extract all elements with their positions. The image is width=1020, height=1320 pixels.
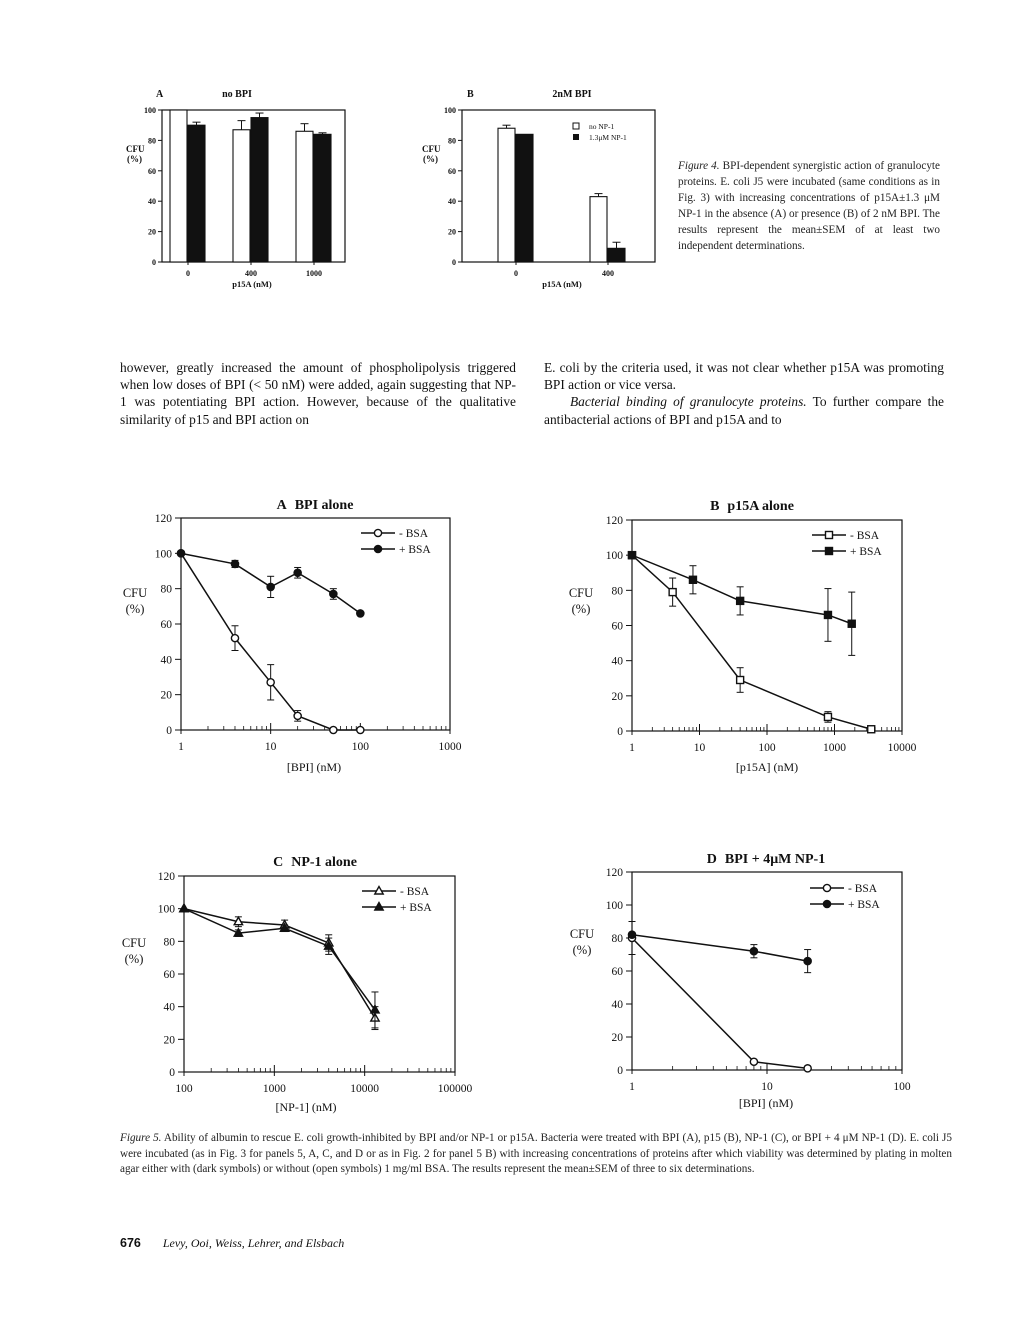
f5d-data-point bbox=[750, 1058, 757, 1065]
f4b-xtick-label: 400 bbox=[602, 269, 614, 278]
f5c-ytick-label: 60 bbox=[163, 969, 175, 981]
f5b-xtick-label: 100 bbox=[758, 742, 776, 754]
fig4b-letter: B bbox=[467, 89, 474, 100]
f5c-ytick-label: 0 bbox=[169, 1067, 175, 1079]
body-left-column: however, greatly increased the amount of phospholipolysis triggered when low doses of BPI (< 50 nM) were added, again suggesting that NP-1 was potentiating BPI action. However, because of the qualitative similarity of p15 and BPI action on bbox=[120, 360, 516, 427]
f4b-ytick-label: 100 bbox=[444, 106, 456, 115]
fig5d-title: D BPI + 4μM NP-1 bbox=[706, 852, 826, 867]
fig5c-plot bbox=[158, 871, 473, 1095]
fig5-panel-b bbox=[569, 499, 917, 774]
f5c-xtick-label: 10000 bbox=[350, 1083, 380, 1095]
f5b-data-point bbox=[848, 620, 855, 627]
f5b-series-line bbox=[632, 555, 852, 624]
fig5b-ylabel: CFU bbox=[568, 586, 594, 600]
f5b-xtick-label: 1000 bbox=[823, 742, 846, 754]
figure-5-caption bbox=[120, 1131, 952, 1178]
fig4a-title: no BPI bbox=[222, 89, 252, 100]
f5a-ytick-label: 40 bbox=[160, 654, 172, 667]
f4a-ytick-label: 40 bbox=[148, 197, 156, 207]
page-footer bbox=[120, 1236, 344, 1251]
f5a-data-point bbox=[231, 635, 238, 642]
f5d-ytick-label: 60 bbox=[611, 966, 623, 978]
f5c-ytick-label: 80 bbox=[163, 936, 175, 949]
f5b-ytick-label: 40 bbox=[611, 655, 623, 668]
fig5b-title: B p15A alone bbox=[710, 499, 794, 514]
f5a-xtick-label: 100 bbox=[351, 741, 369, 753]
f5b-ytick-label: 0 bbox=[617, 726, 623, 738]
f5c-xtick-label: 100000 bbox=[437, 1083, 473, 1095]
fig4a-ylabel: CFU bbox=[126, 144, 145, 154]
fig4b-legend-solid-label: 1.3μM NP-1 bbox=[589, 133, 627, 142]
f5b-legend-marker bbox=[826, 548, 833, 555]
f5b-data-point bbox=[669, 589, 676, 596]
f5c-legend-label: + BSA bbox=[400, 902, 432, 914]
f5a-ytick-label: 120 bbox=[154, 513, 172, 525]
f5a-ytick-label: 20 bbox=[160, 689, 172, 702]
fig4b-ylabel: CFU bbox=[422, 144, 441, 154]
fig5a-ylabel: CFU bbox=[122, 586, 148, 600]
f5d-xtick-label: 10 bbox=[761, 1081, 773, 1093]
fig5-caption-text: Ability of albumin to rescue E. coli growth-inhibited by BPI and/or NP-1 or p15A. Bacteria were treated with BPI (A), p15 (B), NP-1 (C), or BPI + 4 μM NP-1 (D). E. coli J5 were incubated (as in Fig. 3 for panels 5, A, C, and D or as in Fig. 2 for panel 5 B) with increasing concentrations of proteins after which viability was determined by plating in molten agar either with (dark symbols) or without (open symbols) 1 mg/ml BSA. The results represent the mean±SEM of three to six determinations. bbox=[120, 1132, 952, 1176]
fig5c-ylabel: CFU bbox=[121, 936, 147, 950]
fig5d-ylabel-unit: (%) bbox=[572, 943, 592, 957]
fig4b-xlabel: p15A (nM) bbox=[542, 279, 582, 289]
f5a-legend-marker bbox=[374, 529, 381, 536]
f5b-data-point bbox=[824, 611, 831, 618]
f5a-data-point bbox=[294, 712, 301, 719]
f5a-legend-label: + BSA bbox=[399, 544, 431, 556]
f5d-ytick-label: 20 bbox=[611, 1032, 623, 1044]
f5d-ytick-label: 0 bbox=[617, 1065, 623, 1077]
f5c-ytick-label: 40 bbox=[163, 1001, 175, 1014]
f5d-series-line bbox=[632, 938, 808, 1068]
f5a-xtick-label: 10 bbox=[264, 741, 277, 753]
f4a-xtick-label: 0 bbox=[186, 269, 190, 278]
f5d-data-point bbox=[804, 958, 811, 965]
page-number: 676 bbox=[120, 1236, 141, 1250]
f5a-ytick-label: 80 bbox=[160, 583, 172, 596]
fig4-caption-label: Figure 4. bbox=[678, 160, 720, 172]
f5a-legend-label: - BSA bbox=[399, 528, 429, 540]
f5c-ytick-label: 120 bbox=[157, 871, 175, 883]
f5b-ytick-label: 80 bbox=[611, 585, 623, 598]
fig4b-legend-open-label: no NP-1 bbox=[589, 122, 615, 131]
f5b-xtick-label: 10 bbox=[693, 742, 706, 754]
f5d-data-point bbox=[628, 931, 635, 938]
f5b-data-point bbox=[737, 677, 744, 684]
f4a-xtick-label: 400 bbox=[245, 269, 257, 278]
f4b-ytick-label: 40 bbox=[448, 197, 456, 207]
f5c-series-line bbox=[184, 909, 375, 1018]
f5b-data-point bbox=[629, 552, 636, 559]
fig5d-plot bbox=[606, 867, 911, 1093]
fig5d-xlabel: [BPI] (nM) bbox=[738, 1096, 794, 1110]
f5c-xtick-label: 1000 bbox=[262, 1083, 286, 1095]
f5b-ytick-label: 100 bbox=[605, 550, 623, 563]
fig5c-ylabel-unit: (%) bbox=[124, 952, 144, 966]
f4a-ytick-label: 0 bbox=[152, 258, 156, 267]
fig5b-plot bbox=[606, 515, 917, 754]
f4a-xtick-label: 1000 bbox=[306, 269, 322, 278]
fig4b-ylabel-unit: (%) bbox=[423, 154, 438, 164]
f4b-ytick-label: 0 bbox=[452, 258, 456, 267]
f5d-legend-label: + BSA bbox=[848, 899, 880, 911]
f5b-legend-marker bbox=[826, 532, 833, 539]
f5a-data-point bbox=[267, 583, 274, 590]
f5a-xtick-label: 1 bbox=[178, 741, 184, 753]
f4a-ytick-label: 100 bbox=[144, 106, 156, 115]
fig5c-xlabel: [NP-1] (nM) bbox=[275, 1100, 337, 1114]
f5b-xtick-label: 10000 bbox=[887, 742, 917, 754]
fig5-panel-d bbox=[570, 852, 911, 1110]
f5a-ytick-label: 100 bbox=[154, 548, 172, 561]
f5a-data-point bbox=[177, 550, 184, 557]
f5d-data-point bbox=[750, 948, 757, 955]
body-right-text-1: E. coli by the criteria used, it was not clear whether p15A was promoting BPI action or vice versa. bbox=[544, 360, 944, 393]
f5b-ytick-label: 20 bbox=[611, 690, 623, 703]
f4b-ytick-label: 20 bbox=[448, 227, 456, 237]
f5a-data-point bbox=[330, 726, 337, 733]
f4a-ytick-label: 80 bbox=[148, 136, 156, 146]
f5d-ytick-label: 80 bbox=[611, 933, 623, 945]
f5b-data-point bbox=[824, 713, 831, 720]
fig5a-xlabel: [BPI] (nM) bbox=[286, 760, 342, 774]
f5b-data-point bbox=[868, 726, 875, 733]
f5a-data-point bbox=[357, 610, 364, 617]
f5d-xtick-label: 100 bbox=[893, 1081, 911, 1093]
fig5c-title: C NP-1 alone bbox=[273, 855, 357, 870]
f5d-legend-marker bbox=[823, 900, 830, 907]
f5a-xtick-label: 1000 bbox=[438, 741, 462, 753]
fig4a-xlabel: p15A (nM) bbox=[232, 279, 272, 289]
f5d-data-point bbox=[804, 1065, 811, 1072]
f5a-data-point bbox=[294, 569, 301, 576]
f5a-data-point bbox=[231, 560, 238, 567]
f5b-legend-label: - BSA bbox=[850, 530, 880, 542]
f4b-xtick-label: 0 bbox=[514, 269, 518, 278]
fig5-panel-c bbox=[122, 855, 473, 1114]
f5b-data-point bbox=[689, 576, 696, 583]
fig5-panel-a bbox=[123, 498, 462, 774]
fig4-caption-text: BPI-dependent synergistic action of granulocyte proteins. E. coli J5 were incubated (same conditions as in Fig. 3) with increasing concentrations of p15A±1.3 μM NP-1 in the absence (A) or presence (B) of 2 nM BPI. The results represent the mean±SEM of at least two independent determinations. bbox=[678, 160, 940, 252]
f5c-series-line bbox=[184, 909, 375, 1010]
fig4a-ylabel-unit: (%) bbox=[127, 154, 142, 164]
f5a-data-point bbox=[330, 590, 337, 597]
fig5a-plot bbox=[155, 513, 462, 753]
f5d-legend-label: - BSA bbox=[848, 883, 878, 895]
fig5a-title: A BPI alone bbox=[276, 498, 354, 513]
running-authors: Levy, Ooi, Weiss, Lehrer, and Elsbach bbox=[162, 1236, 345, 1250]
f4a-ytick-label: 20 bbox=[148, 227, 156, 237]
f5b-series-line bbox=[632, 555, 871, 729]
fig5d-ylabel: CFU bbox=[569, 927, 595, 941]
f5c-legend-label: - BSA bbox=[400, 886, 430, 898]
section-heading-bacterial-binding: Bacterial binding of granulocyte proteins. bbox=[570, 394, 807, 410]
f5c-ytick-label: 100 bbox=[157, 903, 175, 916]
f5c-data-point bbox=[180, 904, 188, 912]
f5d-ytick-label: 40 bbox=[611, 999, 623, 1011]
body-right-text-2: To further compare the antibacterial actions of BPI and p15A and to bbox=[544, 394, 944, 427]
f5d-ytick-label: 100 bbox=[605, 900, 623, 912]
fig5b-xlabel: [p15A] (nM) bbox=[735, 760, 799, 774]
f5b-data-point bbox=[737, 597, 744, 604]
f5d-series-line bbox=[632, 935, 808, 961]
f5a-ytick-label: 60 bbox=[160, 619, 172, 631]
fig5b-ylabel-unit: (%) bbox=[571, 602, 591, 616]
fig4b-title: 2nM BPI bbox=[552, 89, 592, 100]
f5a-legend-marker bbox=[374, 545, 381, 552]
f5b-legend-label: + BSA bbox=[850, 546, 882, 558]
f5c-ytick-label: 20 bbox=[163, 1034, 175, 1047]
f5b-xtick-label: 1 bbox=[629, 742, 635, 754]
f4b-ytick-label: 60 bbox=[448, 166, 456, 176]
f5a-data-point bbox=[267, 679, 274, 686]
f5d-xtick-label: 1 bbox=[629, 1081, 635, 1093]
f5a-data-point bbox=[357, 726, 364, 733]
f4b-ytick-label: 80 bbox=[448, 136, 456, 146]
f5c-xtick-label: 100 bbox=[175, 1083, 193, 1095]
f5a-ytick-label: 0 bbox=[166, 725, 172, 737]
f4a-ytick-label: 60 bbox=[148, 166, 156, 176]
f5b-ytick-label: 60 bbox=[611, 620, 623, 633]
fig5-caption-label: Figure 5. bbox=[120, 1132, 162, 1144]
fig4a-letter: A bbox=[156, 89, 164, 100]
fig5a-ylabel-unit: (%) bbox=[125, 602, 145, 616]
f5d-ytick-label: 120 bbox=[605, 867, 623, 879]
f5b-ytick-label: 120 bbox=[605, 515, 623, 527]
f5d-legend-marker bbox=[823, 884, 830, 891]
